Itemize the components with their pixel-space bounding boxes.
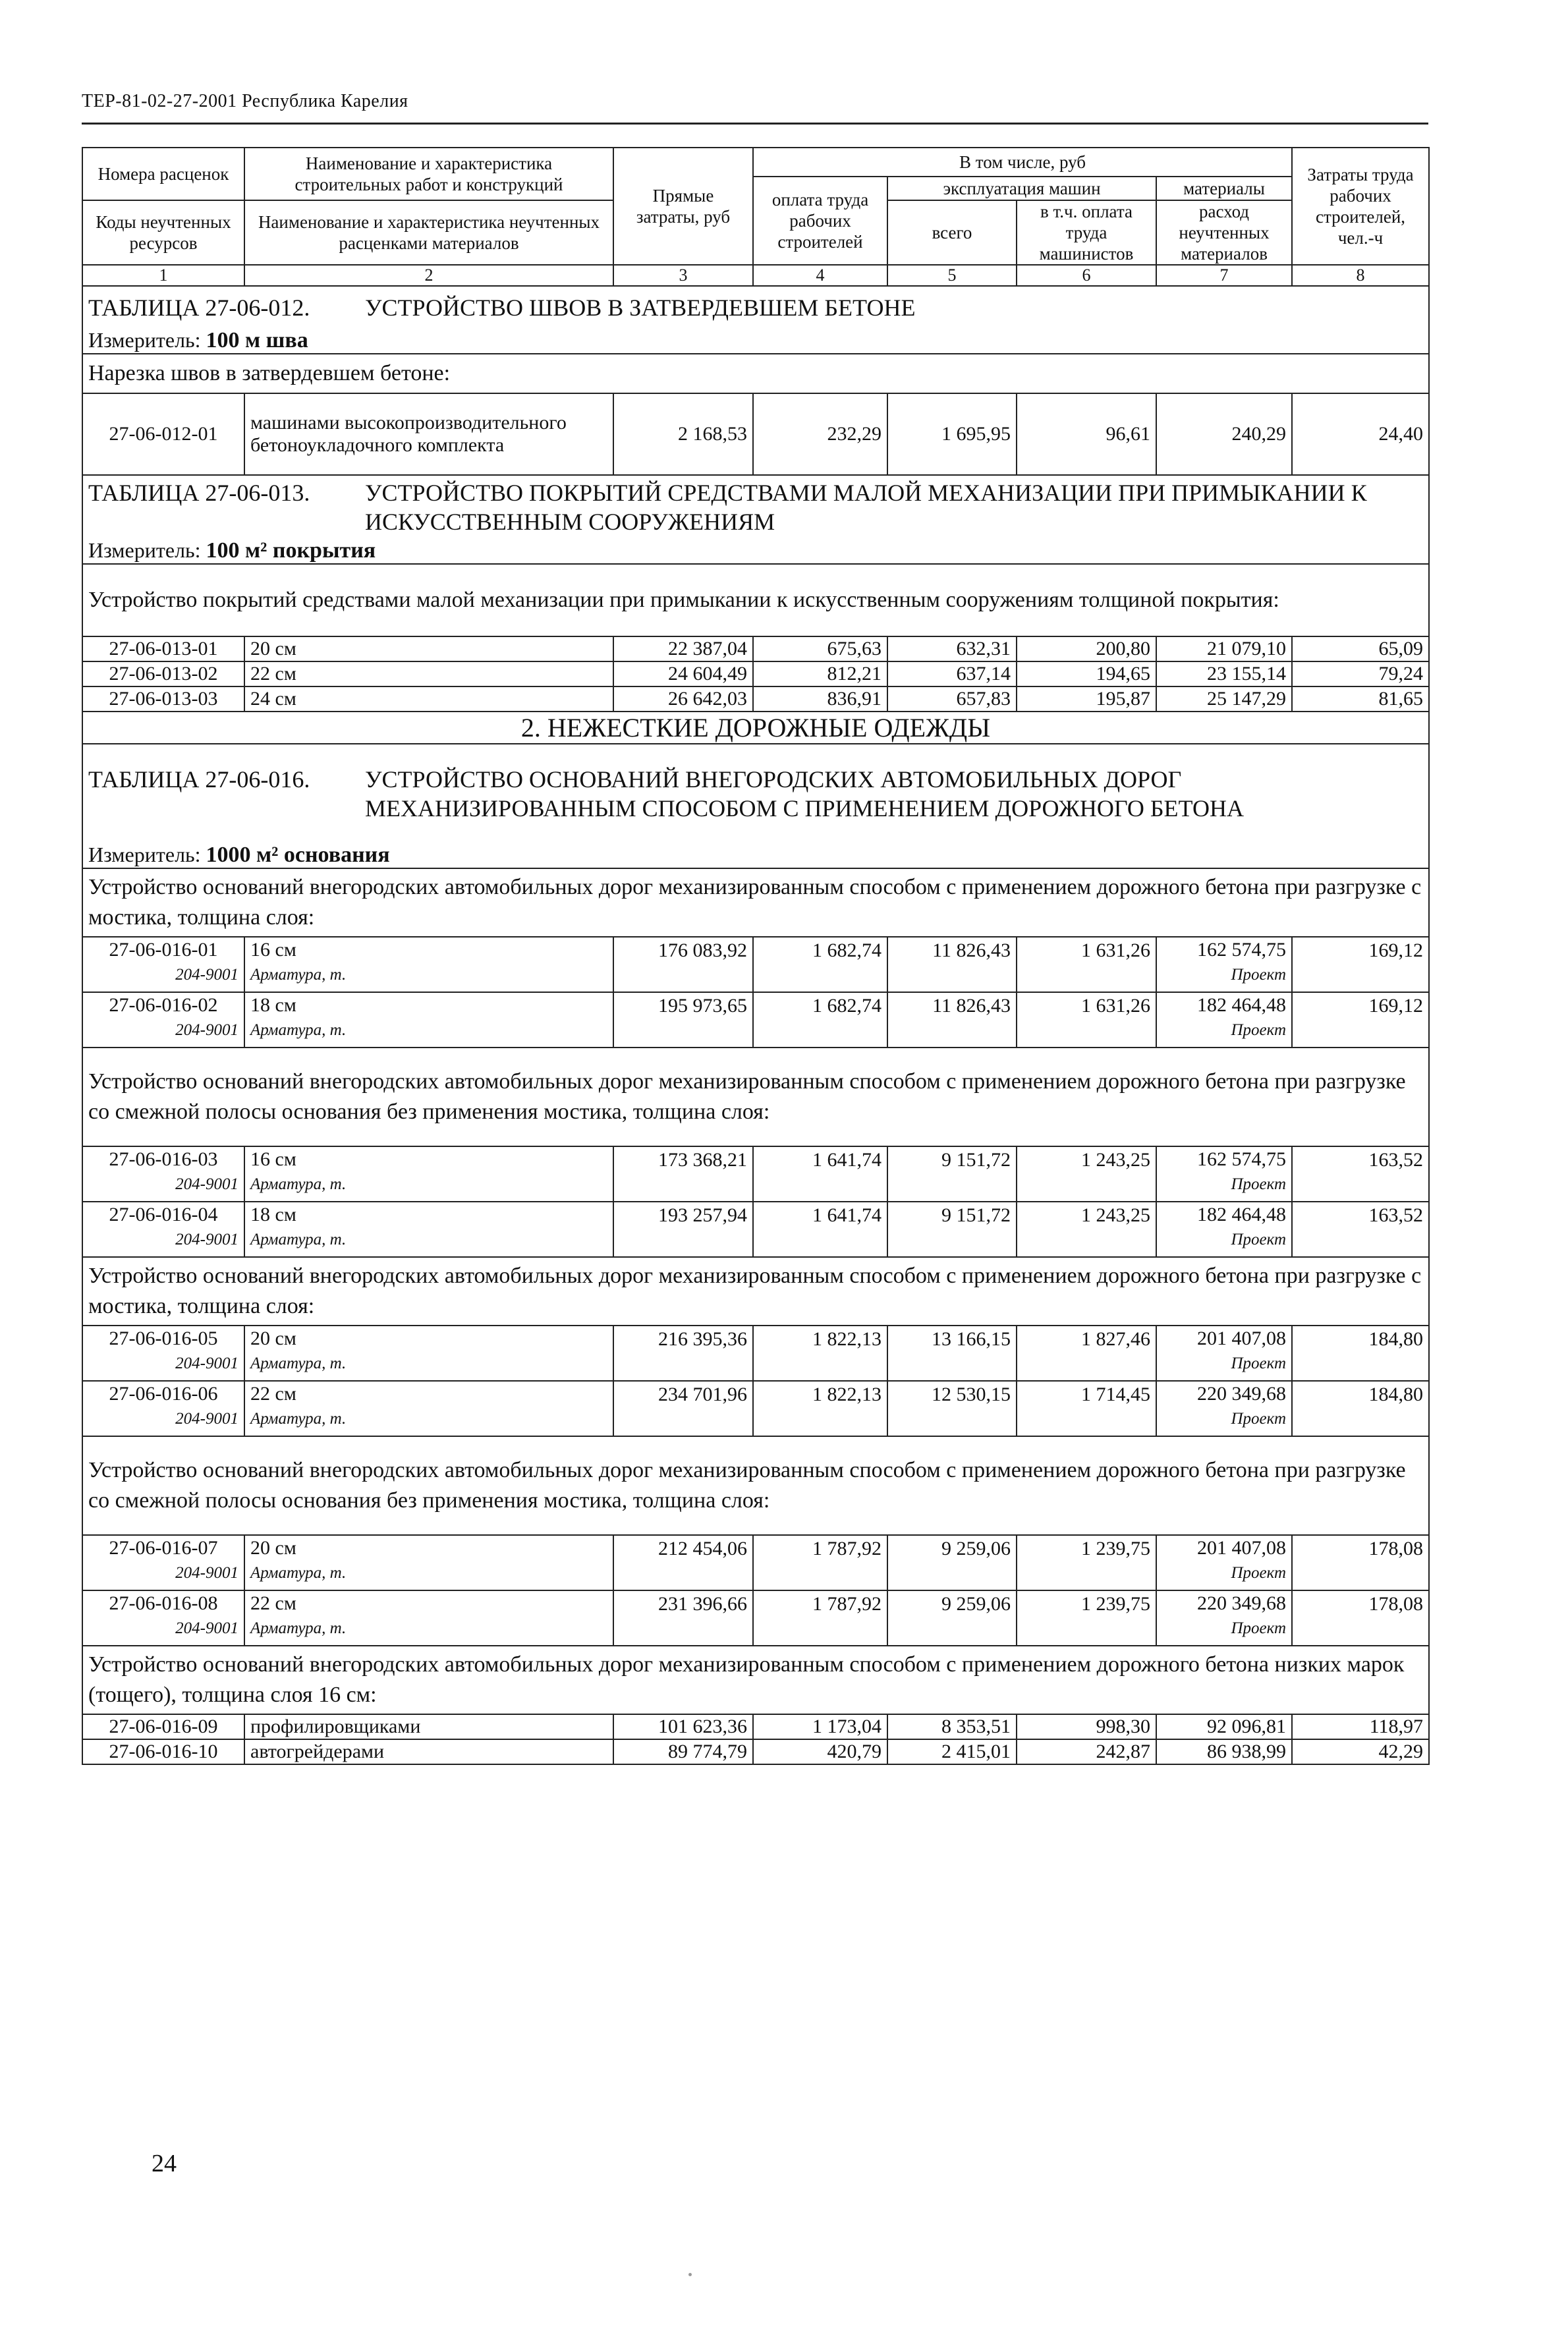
col-machines-total: всего	[887, 200, 1017, 265]
work-name-cell	[244, 1381, 613, 1436]
meter-label: Измеритель:	[88, 843, 201, 866]
labour-hours: 178,08	[1292, 1535, 1429, 1590]
machines-total: 12 530,15	[887, 1381, 1017, 1436]
resource-code: 204-9001	[175, 1175, 238, 1193]
section-heading: 2. НЕЖЕСТКИЕ ДОРОЖНЫЕ ОДЕЖДЫ	[82, 712, 1429, 744]
work-name: 22 см	[244, 661, 613, 686]
work-name-cell	[244, 937, 613, 992]
machines-total: 9 259,06	[887, 1535, 1017, 1590]
header-row-1	[82, 148, 1429, 177]
direct-costs: 24 604,49	[613, 661, 753, 686]
materials-use: 201 407,08	[1197, 1328, 1287, 1349]
resource-code: 204-9001	[175, 1619, 238, 1637]
direct-costs: 101 623,36	[613, 1714, 753, 1739]
group-title-row	[82, 1048, 1429, 1146]
work-name: машинами высокопроизводительного бетоноукладочного комплекта	[244, 393, 613, 475]
labour-hours: 169,12	[1292, 937, 1429, 992]
rate-code: 27-06-016-02	[109, 994, 218, 1016]
table-title-row	[82, 286, 1429, 328]
table-row	[82, 937, 1429, 992]
labour-hours: 79,24	[1292, 661, 1429, 686]
meter-cell	[82, 328, 1429, 354]
table-title: УСТРОЙСТВО ОСНОВАНИЙ ВНЕГОРОДСКИХ АВТОМОБИЛЬНЫХ ДОРОГ МЕХАНИЗИРОВАННЫМ СПОСОБОМ С ПРИМЕНЕНИЕМ ДОРОЖНОГО БЕТОНА	[365, 766, 1244, 822]
machinist-pay: 998,30	[1017, 1714, 1156, 1739]
machines-total: 2 415,01	[887, 1739, 1017, 1764]
table-title-row	[82, 475, 1429, 538]
col-number: 7	[1156, 265, 1292, 286]
materials-use: 21 079,10	[1156, 636, 1292, 661]
table-row	[82, 1381, 1429, 1436]
rate-code-cell	[82, 1590, 244, 1646]
labour-pay: 812,21	[753, 661, 887, 686]
col-number: 8	[1292, 265, 1429, 286]
labour-pay: 1 822,13	[753, 1326, 887, 1381]
machinist-pay: 1 243,25	[1017, 1202, 1156, 1257]
table-title: УСТРОЙСТВО ШВОВ В ЗАТВЕРДЕВШЕМ БЕТОНЕ	[365, 294, 916, 321]
work-name: 24 см	[244, 686, 613, 712]
table-title: УСТРОЙСТВО ПОКРЫТИЙ СРЕДСТВАМИ МАЛОЙ МЕХАНИЗАЦИИ ПРИ ПРИМЫКАНИИ К ИСКУССТВЕННЫМ СООРУЖЕНИЯМ	[365, 479, 1367, 535]
direct-costs: 234 701,96	[613, 1381, 753, 1436]
meter-value: 1000 м² основания	[206, 843, 390, 867]
labour-hours: 169,12	[1292, 992, 1429, 1048]
resource-code: 204-9001	[175, 1021, 238, 1039]
table-label: ТАБЛИЦА 27-06-013.	[88, 479, 310, 506]
labour-hours: 184,80	[1292, 1326, 1429, 1381]
materials-note: Проект	[1231, 1619, 1287, 1637]
rates-table	[82, 147, 1430, 1765]
materials-cell	[1156, 1535, 1292, 1590]
resource-code: 204-9001	[175, 1564, 238, 1582]
materials-use: 220 349,68	[1197, 1592, 1287, 1614]
header-rule	[82, 123, 1428, 125]
rate-code: 27-06-016-01	[109, 939, 218, 961]
page-number: 24	[152, 2150, 177, 2177]
material-name: Арматура, т.	[250, 1619, 347, 1637]
labour-hours: 184,80	[1292, 1381, 1429, 1436]
material-name: Арматура, т.	[250, 1564, 347, 1582]
work-name-cell	[244, 1146, 613, 1202]
labour-pay: 420,79	[753, 1739, 887, 1764]
meter-row	[82, 328, 1429, 354]
labour-pay: 675,63	[753, 636, 887, 661]
materials-use: 25 147,29	[1156, 686, 1292, 712]
table-row	[82, 393, 1429, 475]
rate-code: 27-06-016-10	[82, 1739, 244, 1764]
work-name: 22 см	[250, 1383, 296, 1405]
table-row	[82, 1590, 1429, 1646]
meter-cell	[82, 538, 1429, 564]
table-row	[82, 636, 1429, 661]
direct-costs: 2 168,53	[613, 393, 753, 475]
materials-note: Проект	[1231, 1231, 1287, 1248]
col-labour-hours: Затраты труда рабочих строителей, чел.-ч	[1292, 148, 1429, 265]
direct-costs: 173 368,21	[613, 1146, 753, 1202]
materials-cell	[1156, 992, 1292, 1048]
work-name-cell	[244, 1535, 613, 1590]
materials-use: 86 938,99	[1156, 1739, 1292, 1764]
materials-note: Проект	[1231, 1355, 1287, 1372]
machinist-pay: 195,87	[1017, 686, 1156, 712]
machines-total: 1 695,95	[887, 393, 1017, 475]
work-name: профилировщиками	[244, 1714, 613, 1739]
resource-code: 204-9001	[175, 1355, 238, 1372]
rate-code: 27-06-016-05	[109, 1328, 218, 1349]
resource-code: 204-9001	[175, 966, 238, 984]
table-row	[82, 1739, 1429, 1764]
machines-total: 637,14	[887, 661, 1017, 686]
labour-pay: 1 787,92	[753, 1590, 887, 1646]
work-name: 18 см	[250, 994, 296, 1016]
machinist-pay: 1 631,26	[1017, 937, 1156, 992]
scan-speck	[688, 2273, 692, 2276]
materials-use: 220 349,68	[1197, 1383, 1287, 1405]
work-name: 20 см	[250, 1537, 296, 1559]
col-number: 4	[753, 265, 887, 286]
material-name: Арматура, т.	[250, 1231, 347, 1248]
work-name: 22 см	[250, 1592, 296, 1614]
materials-cell	[1156, 1146, 1292, 1202]
col-number: 2	[244, 265, 613, 286]
machines-total: 11 826,43	[887, 992, 1017, 1048]
labour-pay: 1 641,74	[753, 1146, 887, 1202]
machines-total: 632,31	[887, 636, 1017, 661]
table-row	[82, 661, 1429, 686]
col-group-materials: материалы	[1156, 177, 1292, 200]
materials-note: Проект	[1231, 1021, 1287, 1039]
col-codes-top: Номера расценок	[82, 148, 244, 200]
material-name: Арматура, т.	[250, 1410, 347, 1428]
machinist-pay: 242,87	[1017, 1739, 1156, 1764]
section-heading-row	[82, 712, 1429, 744]
rate-code: 27-06-013-02	[82, 661, 244, 686]
machinist-pay: 1 243,25	[1017, 1146, 1156, 1202]
rate-code-cell	[82, 1146, 244, 1202]
group-title-row	[82, 1646, 1429, 1714]
group-title-row	[82, 1436, 1429, 1535]
rate-code: 27-06-016-07	[109, 1537, 218, 1559]
direct-costs: 193 257,94	[613, 1202, 753, 1257]
table-row	[82, 686, 1429, 712]
work-name: 18 см	[250, 1204, 296, 1225]
machinist-pay: 200,80	[1017, 636, 1156, 661]
rate-code: 27-06-013-01	[82, 636, 244, 661]
materials-use: 182 464,48	[1197, 994, 1287, 1016]
running-header: ТЕР-81-02-27-2001 Республика Карелия	[82, 91, 408, 111]
materials-note: Проект	[1231, 966, 1287, 984]
work-name: 16 см	[250, 1148, 296, 1170]
machinist-pay: 194,65	[1017, 661, 1156, 686]
table-label: ТАБЛИЦА 27-06-012.	[88, 294, 310, 321]
col-direct-costs: Прямые затраты, руб	[613, 148, 753, 265]
group-title: Устройство оснований внегородских автомобильных дорог механизированным способом с применением дорожного бетона при разгрузке со смежной полосы основания без применения мостика, толщина слоя:	[82, 1436, 1429, 1535]
materials-use: 201 407,08	[1197, 1537, 1287, 1559]
table-row	[82, 1714, 1429, 1739]
meter-value: 100 м шва	[206, 328, 308, 352]
meter-cell	[82, 843, 1429, 868]
material-name: Арматура, т.	[250, 1355, 347, 1372]
materials-use: 23 155,14	[1156, 661, 1292, 686]
group-title: Устройство оснований внегородских автомобильных дорог механизированным способом с применением дорожного бетона при разгрузке с мостика, толщина слоя:	[82, 1257, 1429, 1326]
col-number: 1	[82, 265, 244, 286]
labour-hours: 163,52	[1292, 1146, 1429, 1202]
group-title: Устройство покрытий средствами малой механизации при примыкании к искусственным сооружениям толщиной покрытия:	[82, 564, 1429, 636]
resource-code: 204-9001	[175, 1231, 238, 1248]
direct-costs: 89 774,79	[613, 1739, 753, 1764]
rate-code-cell	[82, 1381, 244, 1436]
work-name-cell	[244, 1326, 613, 1381]
materials-cell	[1156, 937, 1292, 992]
rate-code: 27-06-016-06	[109, 1383, 218, 1405]
labour-pay: 836,91	[753, 686, 887, 712]
labour-pay: 1 641,74	[753, 1202, 887, 1257]
rate-code: 27-06-016-09	[82, 1714, 244, 1739]
col-materials-use: расход неучтенных материалов	[1156, 200, 1292, 265]
table-title-cell	[82, 744, 1429, 843]
labour-pay: 1 682,74	[753, 937, 887, 992]
materials-use: 182 464,48	[1197, 1204, 1287, 1225]
machines-total: 8 353,51	[887, 1714, 1017, 1739]
work-name-cell	[244, 1590, 613, 1646]
group-title: Устройство оснований внегородских автомобильных дорог механизированным способом с применением дорожного бетона низких марок (тощего), толщина слоя 16 см:	[82, 1646, 1429, 1714]
table-row	[82, 1535, 1429, 1590]
col-machinist-pay: в т.ч. оплата труда машинистов	[1017, 200, 1156, 265]
col-number: 5	[887, 265, 1017, 286]
materials-note: Проект	[1231, 1410, 1287, 1428]
direct-costs: 22 387,04	[613, 636, 753, 661]
labour-hours: 178,08	[1292, 1590, 1429, 1646]
machinist-pay: 1 714,45	[1017, 1381, 1156, 1436]
labour-pay: 1 682,74	[753, 992, 887, 1048]
materials-cell	[1156, 1590, 1292, 1646]
direct-costs: 231 396,66	[613, 1590, 753, 1646]
materials-use: 240,29	[1156, 393, 1292, 475]
labour-hours: 163,52	[1292, 1202, 1429, 1257]
labour-hours: 118,97	[1292, 1714, 1429, 1739]
rate-code-cell	[82, 1535, 244, 1590]
group-title-row	[82, 868, 1429, 937]
machinist-pay: 1 827,46	[1017, 1326, 1156, 1381]
work-name-cell	[244, 992, 613, 1048]
col-group-machines: эксплуатация машин	[887, 177, 1156, 200]
materials-use: 92 096,81	[1156, 1714, 1292, 1739]
labour-hours: 42,29	[1292, 1739, 1429, 1764]
group-title: Нарезка швов в затвердевшем бетоне:	[82, 354, 1429, 393]
labour-pay: 232,29	[753, 393, 887, 475]
rate-code: 27-06-016-04	[109, 1204, 218, 1225]
labour-hours: 81,65	[1292, 686, 1429, 712]
materials-note: Проект	[1231, 1564, 1287, 1582]
col-name-top: Наименование и характеристика строительных работ и конструкций	[244, 148, 613, 200]
meter-value: 100 м² покрытия	[206, 538, 376, 563]
group-title-row	[82, 1257, 1429, 1326]
table-row	[82, 1202, 1429, 1257]
col-labour-pay: оплата труда рабочих строителей	[753, 177, 887, 265]
machinist-pay: 1 631,26	[1017, 992, 1156, 1048]
rate-code: 27-06-012-01	[82, 393, 244, 475]
machines-total: 657,83	[887, 686, 1017, 712]
direct-costs: 195 973,65	[613, 992, 753, 1048]
col-group-including: В том числе, руб	[753, 148, 1292, 177]
machines-total: 9 151,72	[887, 1202, 1017, 1257]
rate-code-cell	[82, 1202, 244, 1257]
meter-label: Измеритель:	[88, 328, 201, 352]
table-title-row	[82, 744, 1429, 843]
col-name-bottom: Наименование и характеристика неучтенных расценками материалов	[244, 200, 613, 265]
labour-pay: 1 173,04	[753, 1714, 887, 1739]
table-row	[82, 1326, 1429, 1381]
material-name: Арматура, т.	[250, 966, 347, 984]
col-codes-bottom: Коды неучтенных ресурсов	[82, 200, 244, 265]
work-name-cell	[244, 1202, 613, 1257]
work-name: 20 см	[250, 1328, 296, 1349]
col-number: 6	[1017, 265, 1156, 286]
work-name: 20 см	[244, 636, 613, 661]
rate-code-cell	[82, 992, 244, 1048]
work-name: 16 см	[250, 939, 296, 961]
rate-code: 27-06-013-03	[82, 686, 244, 712]
direct-costs: 212 454,06	[613, 1535, 753, 1590]
meter-label: Измеритель:	[88, 538, 201, 562]
labour-pay: 1 787,92	[753, 1535, 887, 1590]
labour-pay: 1 822,13	[753, 1381, 887, 1436]
materials-use: 162 574,75	[1197, 939, 1287, 961]
work-name: автогрейдерами	[244, 1739, 613, 1764]
rate-code: 27-06-016-03	[109, 1148, 218, 1170]
group-title: Устройство оснований внегородских автомобильных дорог механизированным способом с применением дорожного бетона при разгрузке со смежной полосы основания без применения мостика, толщина слоя:	[82, 1048, 1429, 1146]
labour-hours: 65,09	[1292, 636, 1429, 661]
machinist-pay: 96,61	[1017, 393, 1156, 475]
rate-code-cell	[82, 937, 244, 992]
machines-total: 11 826,43	[887, 937, 1017, 992]
machines-total: 13 166,15	[887, 1326, 1017, 1381]
materials-use: 162 574,75	[1197, 1148, 1287, 1170]
machines-total: 9 151,72	[887, 1146, 1017, 1202]
labour-hours: 24,40	[1292, 393, 1429, 475]
group-title-row	[82, 354, 1429, 393]
direct-costs: 26 642,03	[613, 686, 753, 712]
table-title-cell	[82, 475, 1429, 538]
table-label: ТАБЛИЦА 27-06-016.	[88, 766, 310, 793]
group-title-row	[82, 564, 1429, 636]
rate-code-cell	[82, 1326, 244, 1381]
rate-code: 27-06-016-08	[109, 1592, 218, 1614]
materials-cell	[1156, 1326, 1292, 1381]
meter-row	[82, 843, 1429, 868]
meter-row	[82, 538, 1429, 564]
material-name: Арматура, т.	[250, 1021, 347, 1039]
materials-cell	[1156, 1202, 1292, 1257]
materials-note: Проект	[1231, 1175, 1287, 1193]
materials-cell	[1156, 1381, 1292, 1436]
col-number: 3	[613, 265, 753, 286]
table-row	[82, 992, 1429, 1048]
table-title-cell	[82, 286, 1429, 328]
group-title: Устройство оснований внегородских автомобильных дорог механизированным способом с применением дорожного бетона при разгрузке с мостика, толщина слоя:	[82, 868, 1429, 937]
machinist-pay: 1 239,75	[1017, 1590, 1156, 1646]
direct-costs: 216 395,36	[613, 1326, 753, 1381]
table-row	[82, 1146, 1429, 1202]
material-name: Арматура, т.	[250, 1175, 347, 1193]
direct-costs: 176 083,92	[613, 937, 753, 992]
machines-total: 9 259,06	[887, 1590, 1017, 1646]
resource-code: 204-9001	[175, 1410, 238, 1428]
machinist-pay: 1 239,75	[1017, 1535, 1156, 1590]
column-number-row	[82, 265, 1429, 286]
